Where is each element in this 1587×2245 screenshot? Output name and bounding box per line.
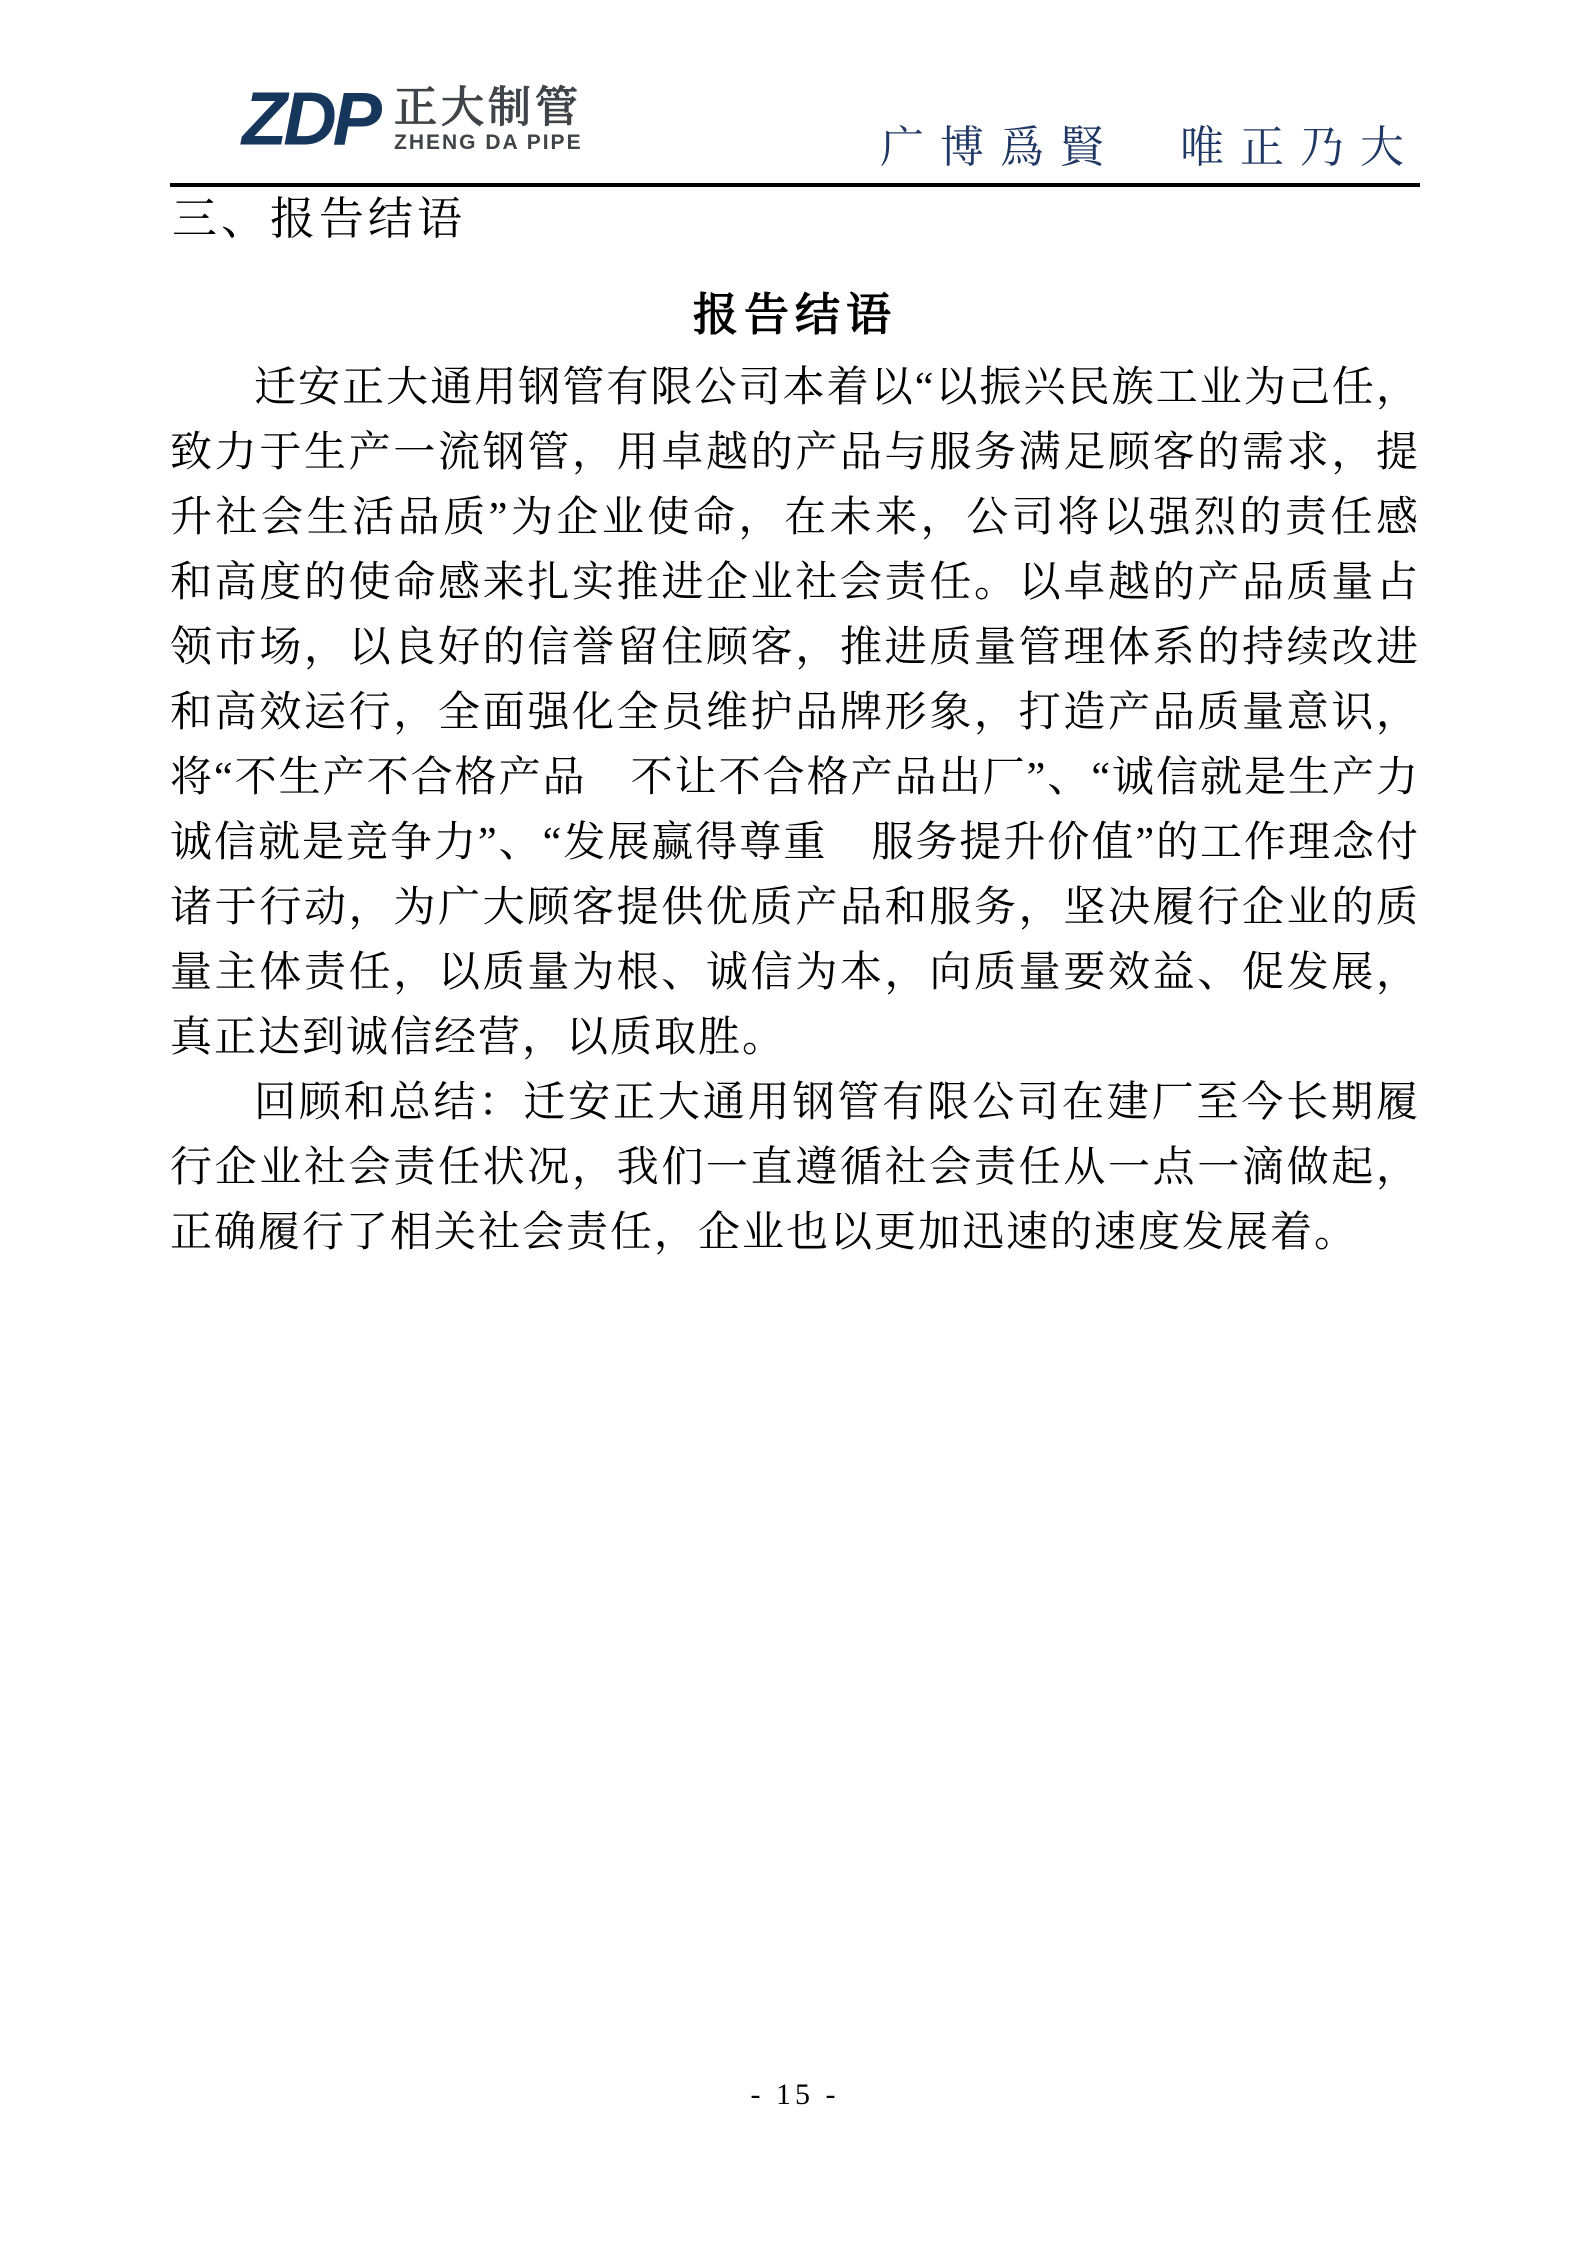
paragraph-2: 回顾和总结：迁安正大通用钢管有限公司在建厂至今长期履行企业社会责任状况，我们一直遵循社会责任从一点一滴做起，正确履行了相关社会责任，企业也以更加迅速的速度发展着。	[170, 1080, 1420, 1256]
zdp-logo-icon: ZDP	[242, 76, 378, 161]
body-text	[170, 356, 1465, 1266]
logo-name-chinese: 正大制管	[394, 84, 582, 132]
header-divider	[170, 183, 1420, 187]
page-number: - 15 -	[750, 2078, 840, 2111]
paragraph-1: 迁安正大通用钢管有限公司本着以“以振兴民族工业为己任，致力于生产一流钢管，用卓越的产品与服务满足顾客的需求，提升社会生活品质”为企业使命，在未来，公司将以强烈的责任感和高度的使命感来扎实推进企业社会责任。以卓越的产品质量占领市场，以良好的信誉留住顾客，推进质量管理体系的持续改进和高效运行，全面强化全员维护品牌形象，打造产品质量意识，将“不生产不合格产品 不让不合格产品出厂”、“诚信就是生产力 诚信就是竞争力”、“发展赢得尊重 服务提升价值”的工作理念付诸于行动，为广大顾客提供优质产品和服务，坚决履行企业的质量主体责任，以质量为根、诚信为本，向质量要效益、促发展，真正达到诚信经营，以质取胜。	[170, 365, 1465, 1061]
logo-names	[394, 85, 583, 156]
company-logo	[242, 76, 583, 161]
section-heading: 三、报告结语	[172, 194, 467, 244]
logo-name-english: ZHENG DA PIPE	[394, 131, 583, 154]
company-motto: 广博爲賢 唯正乃大	[880, 123, 1420, 172]
page-header	[170, 70, 1420, 183]
document-title: 报告结语	[692, 290, 897, 340]
